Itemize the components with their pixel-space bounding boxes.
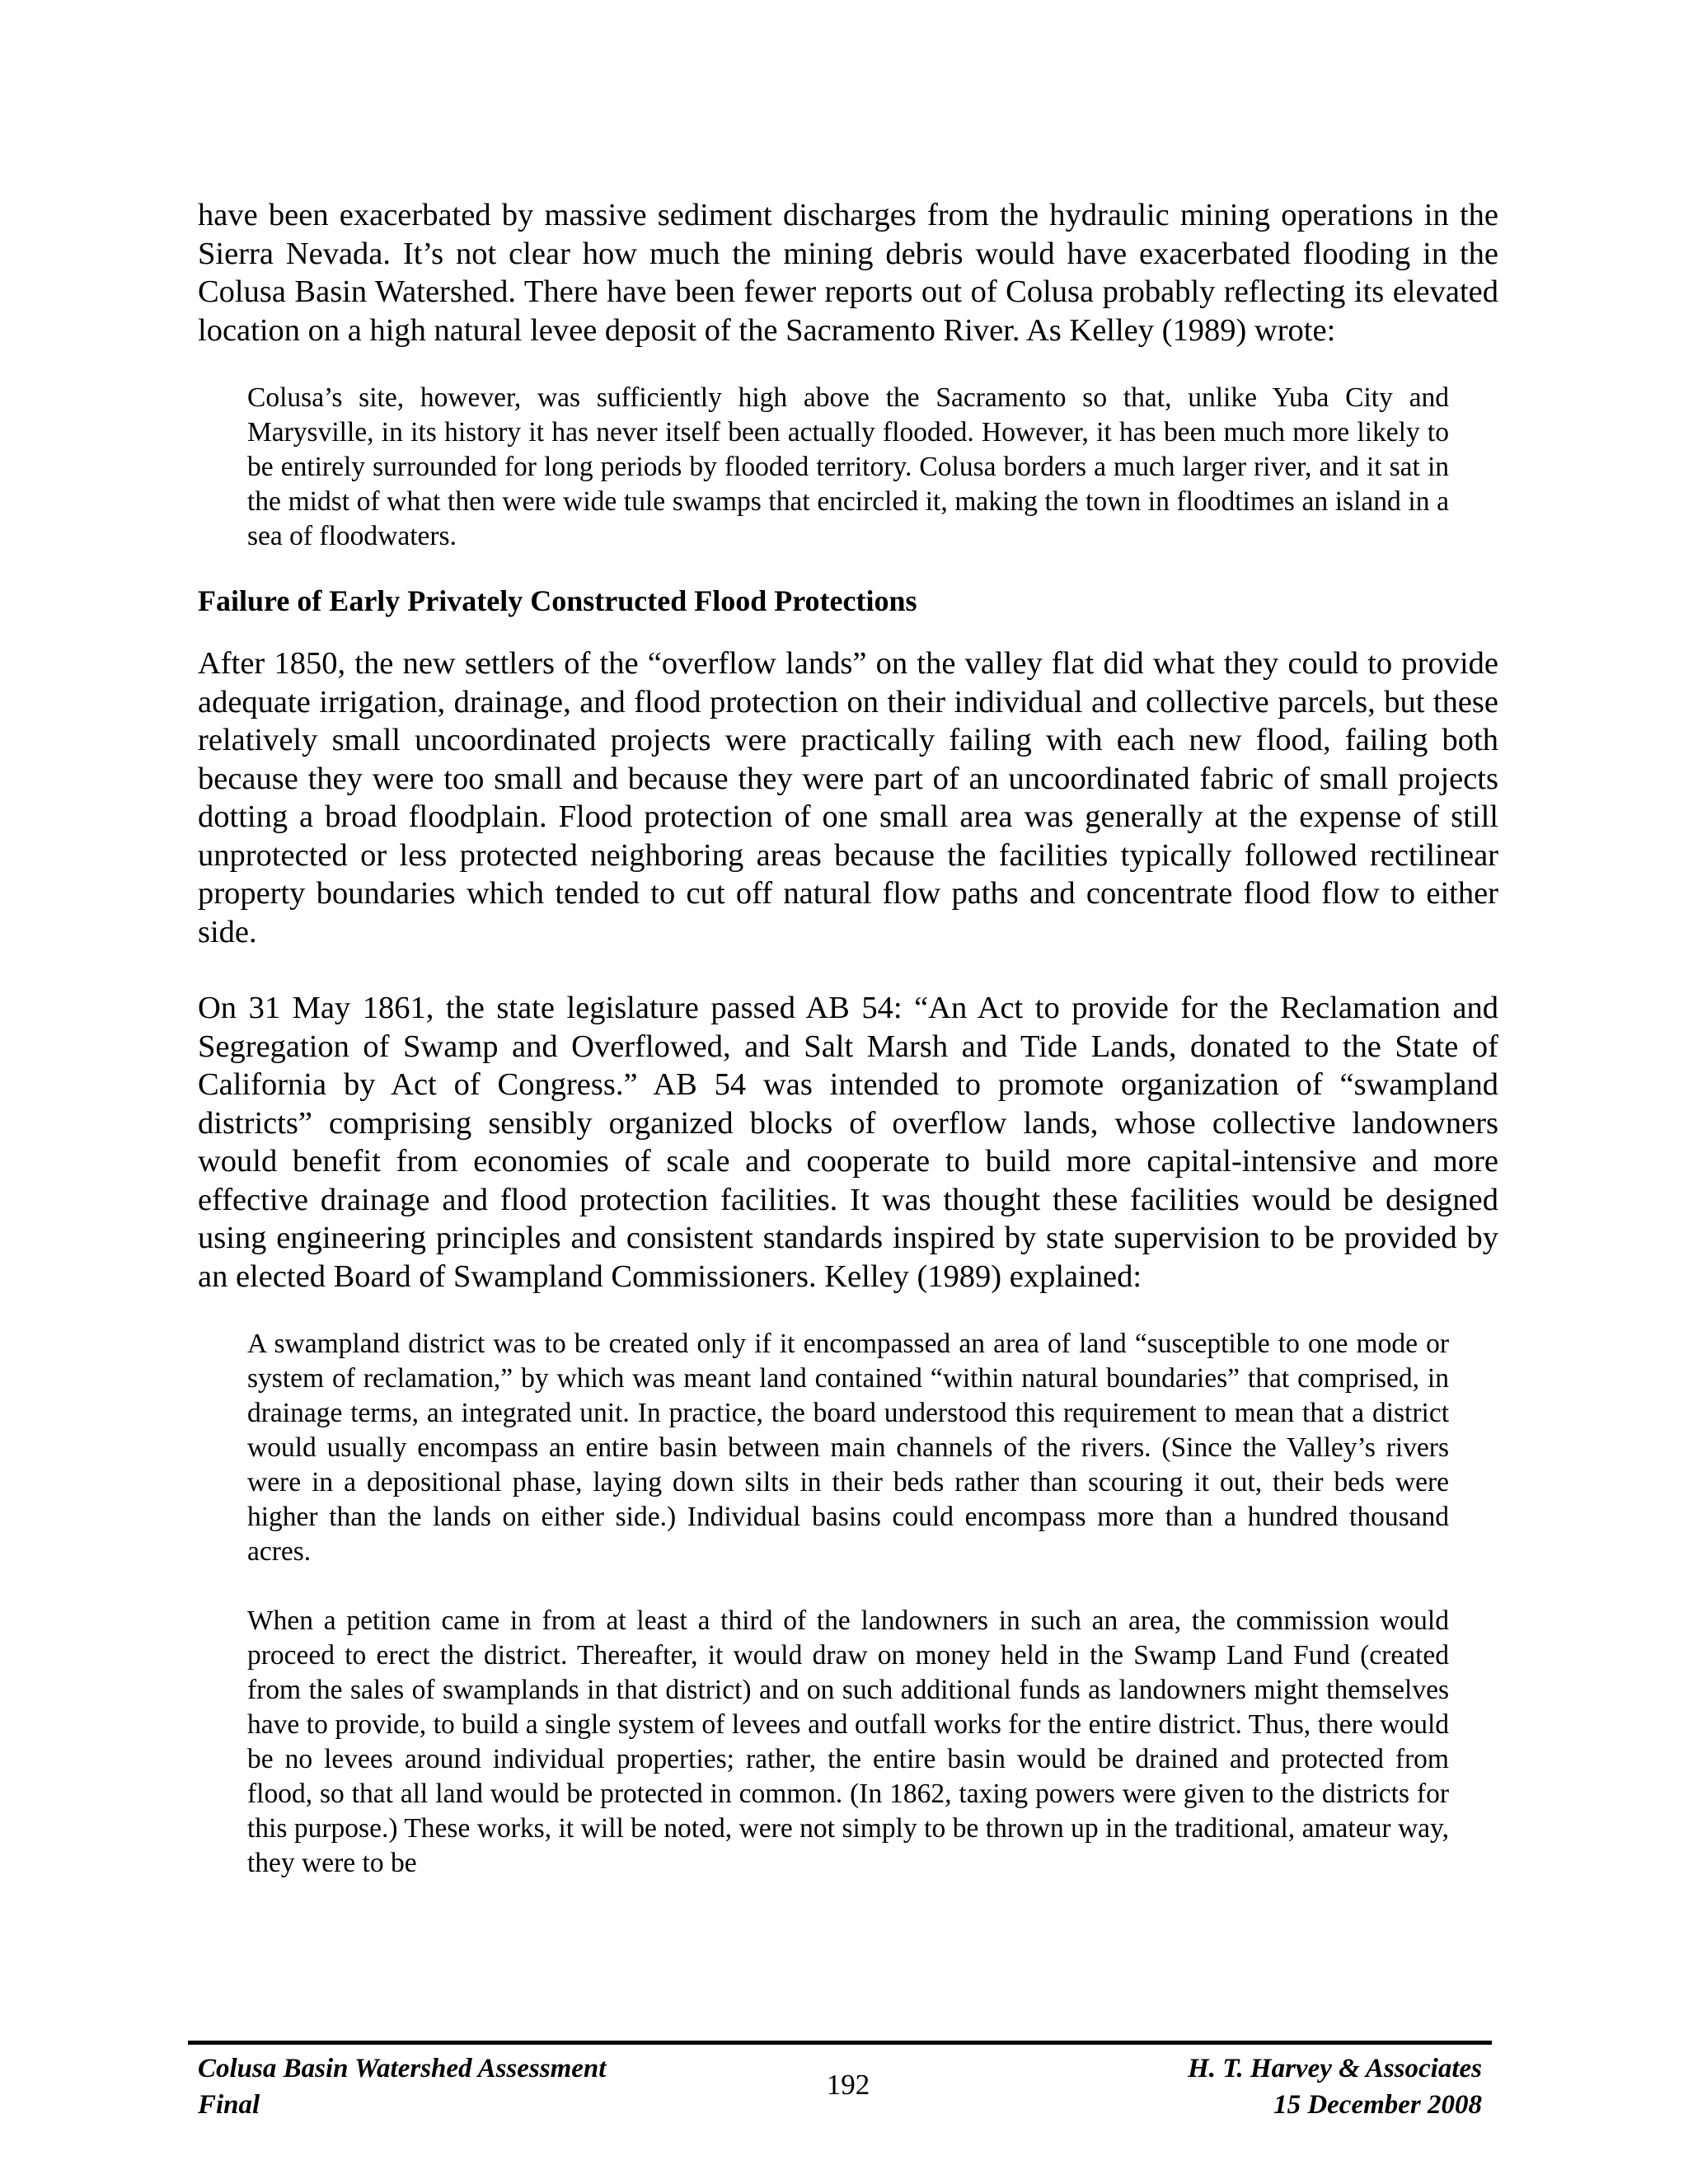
page-body [198, 196, 1498, 1881]
footer-author-line: H. T. Harvey & Associates [1188, 2054, 1482, 2083]
footer-date-line: 15 December 2008 [1273, 2090, 1482, 2120]
footer-title-line: Colusa Basin Watershed Assessment [198, 2054, 607, 2083]
footer-status-line: Final [198, 2090, 260, 2120]
body-paragraph-ab54: On 31 May 1861, the state legislature passed AB 54: “An Act to provide for the Reclamation and Segregation of Swamp and Overflowed, and Salt Marsh and Tide Lands, donated to the State of California by Act of Congress.” AB 54 was intended to promote organization of “swampland districts” comprising sensibly organized blocks of overflow lands, whose collective landowners would benefit from economies of scale and cooperate to build more capital-intensive and more effective drainage and flood protection facilities. It was thought these facilities would be designed using engineering principles and consistent standards inspired by state supervision to be provided by an elected Board of Swampland Commissioners. Kelley (1989) explained: [198, 991, 1498, 1294]
page-footer [198, 2050, 1498, 2133]
page-number: 192 [826, 2069, 870, 2101]
block-quote-petition: When a petition came in from at least a third of the landowners in such an area, the commission would proceed to erect the district. Thereafter, it would draw on money held in the Swamp Land Fund (created from the sales of swamplands in that district) and on such additional funds as landowners might themselves have to provide, to build a single system of levees and outfall works for the entire district. Thus, there would be no levees around individual properties; rather, the entire basin would be drained and protected from flood, so that all land would be protected in common. (In 1862, taxing powers were given to the districts for this purpose.) These works, it will be noted, were not simply to be thrown up in the traditional, amateur way, they were to be [247, 1605, 1449, 1878]
section-heading: Failure of Early Privately Constructed Flood Protections [198, 584, 917, 617]
block-quote-swampland-district: A swampland district was to be created only if it encompassed an area of land “susceptible to one mode or system of reclamation,” by which was meant land contained “within natural boundaries” that comprised, in drainage terms, an integrated unit. In practice, the board understood this requirement to mean that a district would usually encompass an entire basin between main channels of the rivers. (Since the Valley’s rivers were in a depositional phase, laying down silts in their beds rather than scouring it out, their beds were higher than the lands on either side.) Individual basins could encompass more than a hundred thousand acres. [247, 1329, 1449, 1567]
footer-author-block [1188, 2050, 1482, 2123]
body-paragraph-mining-debris: have been exacerbated by massive sediment discharges from the hydraulic mining operations in the Sierra Nevada. It’s not clear how much the mining debris would have exacerbated flooding in the Colusa Basin Watershed. There have been fewer reports out of Colusa probably reflecting its elevated location on a high natural levee deposit of the Sacramento River. As Kelley (1989) wrote: [198, 198, 1498, 348]
block-quote-colusa-site: Colusa’s site, however, was sufficiently high above the Sacramento so that, unlike Yuba City and Marysville, in its history it has never itself been actually flooded. However, it has been much more likely to be entirely surrounded for long periods by flooded territory. Colusa borders a much larger river, and it sat in the midst of what then were wide tule swamps that encircled it, making the town in floodtimes an island in a sea of floodwaters. [247, 382, 1449, 551]
footer-divider [188, 2041, 1492, 2045]
body-paragraph-after-1850: After 1850, the new settlers of the “overflow lands” on the valley flat did what they could to provide adequate irrigation, drainage, and flood protection on their individual and collective parcels, but these relatively small uncoordinated projects were practically failing with each new flood, failing both because they were too small and because they were part of an uncoordinated fabric of small projects dotting a broad floodplain. Flood protection of one small area was generally at the expense of still unprotected or less protected neighboring areas because the facilities typically followed rectilinear property boundaries which tended to cut off natural flow paths and concentrate flood flow to either side. [198, 646, 1498, 949]
